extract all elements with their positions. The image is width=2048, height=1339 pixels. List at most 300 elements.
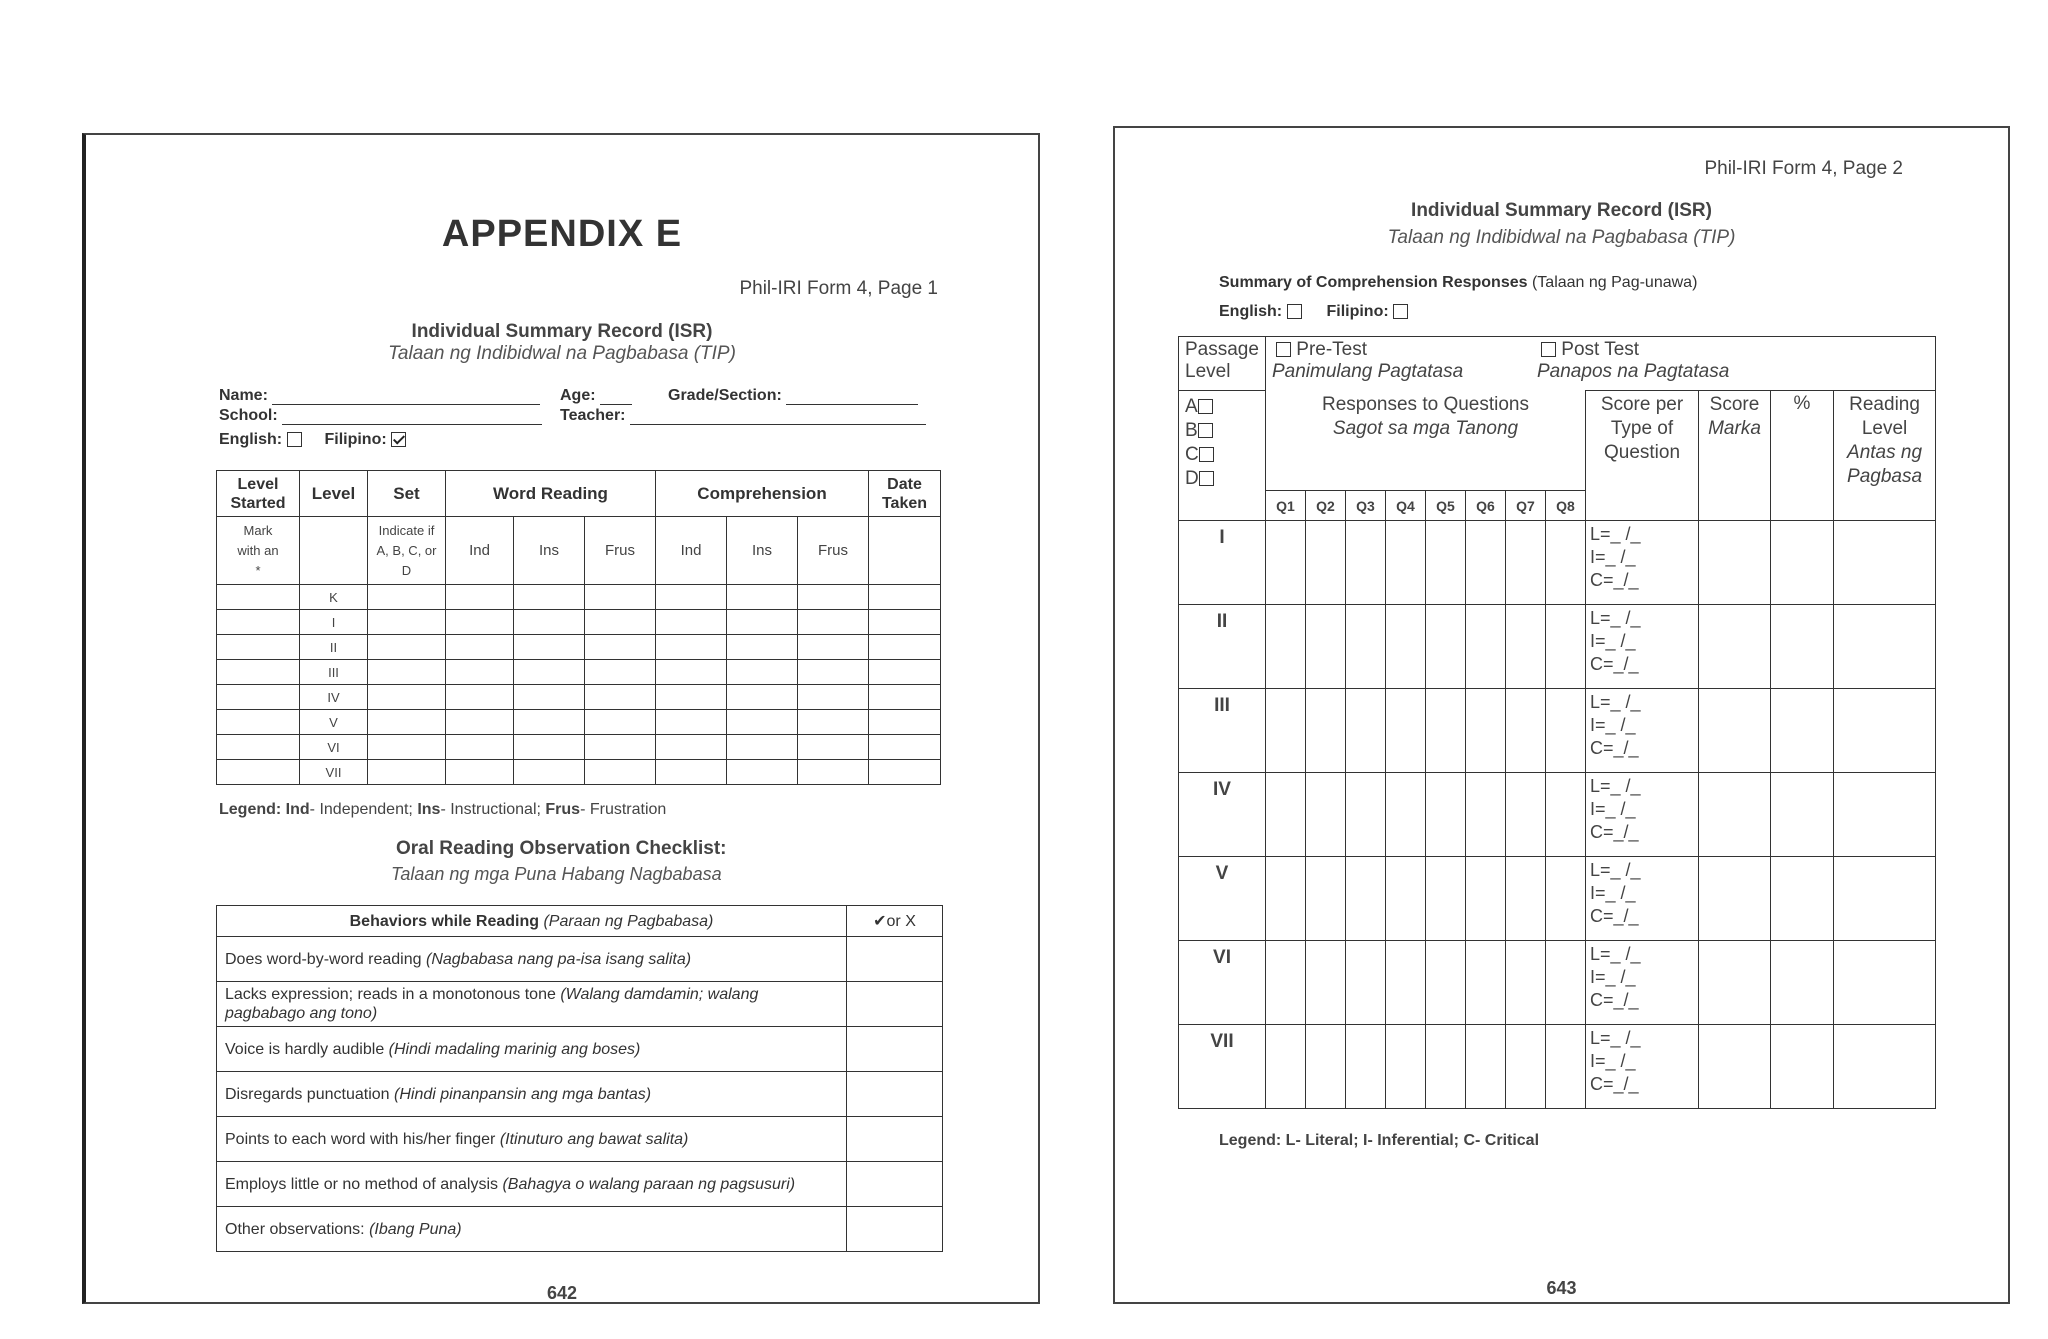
response-cell[interactable] xyxy=(1266,773,1306,857)
checklist-subtitle: Talaan ng mga Puna Habang Nagbabasa xyxy=(391,864,722,884)
score-per-type-cell[interactable] xyxy=(1586,1025,1699,1109)
response-cell[interactable] xyxy=(1386,689,1426,773)
entry-cell[interactable] xyxy=(727,760,798,785)
behavior-mark-cell[interactable] xyxy=(847,937,943,982)
entry-cell[interactable] xyxy=(656,660,727,685)
response-cell[interactable] xyxy=(1346,773,1386,857)
response-cell[interactable] xyxy=(1426,1025,1466,1109)
entry-cell[interactable] xyxy=(217,735,300,760)
score-line: L=_ /_ xyxy=(1590,944,1641,964)
reading-level-cell[interactable] xyxy=(1834,689,1936,773)
subheader-indicate: Indicate if A, B, C, or D xyxy=(368,517,446,585)
question-header: Q5 xyxy=(1426,491,1466,521)
entry-cell[interactable] xyxy=(514,610,585,635)
entry-cell[interactable] xyxy=(656,685,727,710)
score-line: L=_ /_ xyxy=(1590,776,1641,796)
response-cell[interactable] xyxy=(1506,605,1546,689)
behavior-row xyxy=(217,1027,943,1072)
set-label: B xyxy=(1185,420,1198,441)
level-row xyxy=(217,585,941,610)
response-cell[interactable] xyxy=(1466,1025,1506,1109)
level-cell: II xyxy=(300,635,368,660)
behavior-mark-cell[interactable] xyxy=(847,1207,943,1252)
percent-header: % xyxy=(1771,391,1834,521)
entry-cell[interactable] xyxy=(727,685,798,710)
behavior-tl: (Nagbabasa nang pa-isa isang salita) xyxy=(425,950,692,968)
behavior-text xyxy=(217,1072,847,1117)
entry-cell[interactable] xyxy=(368,585,446,610)
score-cell[interactable] xyxy=(1699,857,1771,941)
entry-cell[interactable] xyxy=(727,735,798,760)
set-option[interactable] xyxy=(1185,467,1259,491)
level-cell: I xyxy=(300,610,368,635)
response-cell[interactable] xyxy=(1306,605,1346,689)
score-line: L=_ /_ xyxy=(1590,692,1641,712)
entry-cell[interactable] xyxy=(368,610,446,635)
passage-level-cell: III xyxy=(1179,689,1266,773)
response-cell[interactable] xyxy=(1266,857,1306,941)
name-line[interactable] xyxy=(272,404,540,405)
legend-ind-text: - Independent; xyxy=(309,801,413,818)
behavior-tl: (Bahagya o walang paraan ng pagsusuri) xyxy=(502,1175,796,1193)
response-cell[interactable] xyxy=(1386,521,1426,605)
question-header: Q1 xyxy=(1266,491,1306,521)
entry-cell[interactable] xyxy=(514,660,585,685)
score-per-type-cell[interactable] xyxy=(1586,521,1699,605)
question-header: Q3 xyxy=(1346,491,1386,521)
behavior-tl: (Walang damdamin; walang pagbabago ang tono) xyxy=(225,986,759,1022)
pre-test-tl: Panimulang Pagtatasa xyxy=(1272,361,1464,382)
response-cell[interactable] xyxy=(1466,941,1506,1025)
entry-cell[interactable] xyxy=(368,635,446,660)
set-option[interactable] xyxy=(1185,419,1259,443)
school-line[interactable] xyxy=(282,424,542,425)
response-cell[interactable] xyxy=(1306,773,1346,857)
behavior-mark-cell[interactable] xyxy=(847,1162,943,1207)
passage-row xyxy=(1179,689,1936,773)
response-cell[interactable] xyxy=(1346,857,1386,941)
response-cell[interactable] xyxy=(1266,521,1306,605)
behavior-text xyxy=(217,982,847,1027)
english-checkbox-2[interactable] xyxy=(1287,304,1302,319)
percent-cell[interactable] xyxy=(1771,521,1834,605)
test-type-header xyxy=(1266,337,1936,391)
level-cell: III xyxy=(300,660,368,685)
legend-frus: Frus xyxy=(545,801,581,818)
behaviors-header-label: Behaviors while Reading xyxy=(349,912,540,930)
entry-cell[interactable] xyxy=(585,660,656,685)
entry-cell[interactable] xyxy=(798,685,869,710)
name-label: Name: xyxy=(219,387,268,404)
age-line[interactable] xyxy=(600,404,632,405)
behavior-mark-cell[interactable] xyxy=(847,1072,943,1117)
response-cell[interactable] xyxy=(1386,1025,1426,1109)
set-option[interactable] xyxy=(1185,443,1259,467)
percent-cell[interactable] xyxy=(1771,605,1834,689)
entry-cell[interactable] xyxy=(656,585,727,610)
set-label: D xyxy=(1185,468,1199,489)
set-checkbox[interactable] xyxy=(1198,423,1213,438)
summary-label-en: Summary of Comprehension Responses xyxy=(1219,274,1528,291)
entry-cell[interactable] xyxy=(656,710,727,735)
entry-cell[interactable] xyxy=(446,610,514,635)
age-field[interactable] xyxy=(560,387,632,405)
filipino-checkbox-2[interactable] xyxy=(1393,304,1408,319)
passage-level-cell: V xyxy=(1179,857,1266,941)
set-option[interactable] xyxy=(1185,395,1259,419)
percent-cell[interactable] xyxy=(1771,1025,1834,1109)
score-tl: Marka xyxy=(1708,418,1761,439)
entry-cell[interactable] xyxy=(656,760,727,785)
entry-cell[interactable] xyxy=(217,710,300,735)
entry-cell[interactable] xyxy=(514,710,585,735)
page-number-642: 642 xyxy=(546,1283,578,1303)
entry-cell[interactable] xyxy=(798,585,869,610)
response-cell[interactable] xyxy=(1346,521,1386,605)
behavior-en: Employs little or no method of analysis xyxy=(225,1175,499,1193)
response-cell[interactable] xyxy=(1426,605,1466,689)
entry-cell[interactable] xyxy=(798,710,869,735)
entry-cell[interactable] xyxy=(446,635,514,660)
reading-level-cell[interactable] xyxy=(1834,605,1936,689)
reading-level-cell[interactable] xyxy=(1834,857,1936,941)
passage-level-cell: II xyxy=(1179,605,1266,689)
behavior-text xyxy=(217,1162,847,1207)
legend-page-2: Legend: L- Literal; I- Inferential; C- Critical xyxy=(1219,1132,1540,1149)
entry-cell[interactable] xyxy=(446,735,514,760)
teacher-field[interactable] xyxy=(560,407,926,425)
post-test-label: Post Test xyxy=(1561,339,1640,360)
behavior-text xyxy=(217,1117,847,1162)
score-cell[interactable] xyxy=(1699,521,1771,605)
grade-section-field[interactable] xyxy=(668,387,918,405)
subheader-mark: Mark with an * xyxy=(217,517,300,585)
set-checkbox[interactable] xyxy=(1198,399,1213,414)
behavior-row xyxy=(217,1117,943,1162)
score-line: I=_ /_ xyxy=(1590,967,1636,987)
subheader-comp-ind: Ind xyxy=(656,517,727,585)
checklist-title: Oral Reading Observation Checklist: xyxy=(396,838,727,859)
response-cell[interactable] xyxy=(1426,941,1466,1025)
entry-cell[interactable] xyxy=(798,760,869,785)
question-header: Q7 xyxy=(1506,491,1546,521)
percent-cell[interactable] xyxy=(1771,773,1834,857)
entry-cell[interactable] xyxy=(798,735,869,760)
score-per-type-cell[interactable] xyxy=(1586,857,1699,941)
entry-cell[interactable] xyxy=(585,710,656,735)
entry-cell[interactable] xyxy=(585,685,656,710)
percent-cell[interactable] xyxy=(1771,857,1834,941)
behavior-row xyxy=(217,982,943,1027)
entry-cell[interactable] xyxy=(368,685,446,710)
entry-cell[interactable] xyxy=(656,735,727,760)
grade-section-line[interactable] xyxy=(786,404,918,405)
form-subtitle-2: Talaan ng Indibidwal na Pagbabasa (TIP) xyxy=(1387,227,1736,248)
response-cell[interactable] xyxy=(1546,941,1586,1025)
form-title-2: Individual Summary Record (ISR) xyxy=(1411,200,1712,221)
behavior-row xyxy=(217,1162,943,1207)
response-cell[interactable] xyxy=(1546,1025,1586,1109)
response-cell[interactable] xyxy=(1426,521,1466,605)
entry-cell[interactable] xyxy=(869,735,941,760)
age-label: Age: xyxy=(560,387,596,404)
legend-page-1 xyxy=(219,801,666,819)
response-cell[interactable] xyxy=(1266,1025,1306,1109)
percent-cell[interactable] xyxy=(1771,941,1834,1025)
entry-cell[interactable] xyxy=(514,760,585,785)
score-per-type-cell[interactable] xyxy=(1586,689,1699,773)
level-table xyxy=(216,470,941,785)
header-date-taken: Date Taken xyxy=(869,471,941,517)
entry-cell[interactable] xyxy=(446,685,514,710)
response-cell[interactable] xyxy=(1306,1025,1346,1109)
level-row xyxy=(217,635,941,660)
level-cell: IV xyxy=(300,685,368,710)
filipino-checkbox[interactable] xyxy=(391,432,406,447)
entry-cell[interactable] xyxy=(585,735,656,760)
entry-cell[interactable] xyxy=(217,760,300,785)
behavior-en: Other observations: xyxy=(225,1220,365,1238)
reading-level-cell[interactable] xyxy=(1834,773,1936,857)
entry-cell[interactable] xyxy=(727,635,798,660)
subheader-comp-ins: Ins xyxy=(727,517,798,585)
level-cell: V xyxy=(300,710,368,735)
school-field[interactable] xyxy=(219,407,542,425)
reading-level-header xyxy=(1834,391,1936,521)
teacher-line[interactable] xyxy=(630,424,926,425)
response-cell[interactable] xyxy=(1466,605,1506,689)
score-line: C=_/_ xyxy=(1590,990,1639,1010)
score-line: I=_ /_ xyxy=(1590,547,1636,567)
response-cell[interactable] xyxy=(1506,941,1546,1025)
response-cell[interactable] xyxy=(1386,773,1426,857)
score-line: C=_/_ xyxy=(1590,654,1639,674)
entry-cell[interactable] xyxy=(585,635,656,660)
response-cell[interactable] xyxy=(1506,689,1546,773)
entry-cell[interactable] xyxy=(727,710,798,735)
response-cell[interactable] xyxy=(1306,689,1346,773)
entry-cell[interactable] xyxy=(869,610,941,635)
level-row xyxy=(217,710,941,735)
response-cell[interactable] xyxy=(1466,857,1506,941)
entry-cell[interactable] xyxy=(217,610,300,635)
entry-cell[interactable] xyxy=(869,760,941,785)
reading-level-cell[interactable] xyxy=(1834,1025,1936,1109)
pre-test-option[interactable] xyxy=(1272,339,1464,383)
response-cell[interactable] xyxy=(1426,773,1466,857)
score-line: L=_ /_ xyxy=(1590,524,1641,544)
level-row xyxy=(217,760,941,785)
response-cell[interactable] xyxy=(1266,941,1306,1025)
question-header: Q2 xyxy=(1306,491,1346,521)
entry-cell[interactable] xyxy=(217,660,300,685)
behavior-tl: (Itinuturo ang bawat salita) xyxy=(499,1130,689,1148)
entry-cell[interactable] xyxy=(585,610,656,635)
entry-cell[interactable] xyxy=(798,635,869,660)
entry-cell[interactable] xyxy=(656,635,727,660)
reading-level-cell[interactable] xyxy=(1834,941,1936,1025)
score-cell[interactable] xyxy=(1699,605,1771,689)
entry-cell[interactable] xyxy=(585,585,656,610)
response-cell[interactable] xyxy=(1546,521,1586,605)
response-cell[interactable] xyxy=(1266,689,1306,773)
subheader-level-empty xyxy=(300,517,368,585)
form-label-2: Phil-IRI Form 4, Page 2 xyxy=(1704,158,1903,179)
set-checkbox[interactable] xyxy=(1199,471,1214,486)
response-cell[interactable] xyxy=(1506,521,1546,605)
response-cell[interactable] xyxy=(1506,857,1546,941)
question-header: Q8 xyxy=(1546,491,1586,521)
entry-cell[interactable] xyxy=(798,660,869,685)
behaviors-header xyxy=(217,906,847,937)
entry-cell[interactable] xyxy=(514,735,585,760)
responses-label: Responses to Questions xyxy=(1321,393,1529,415)
response-cell[interactable] xyxy=(1346,941,1386,1025)
reading-level-tl: Antas ng Pagbasa xyxy=(1847,442,1923,487)
post-test-checkbox[interactable] xyxy=(1541,342,1556,357)
level-cell: VI xyxy=(300,735,368,760)
header-word-reading: Word Reading xyxy=(446,471,656,517)
school-label: School: xyxy=(219,407,278,424)
response-cell[interactable] xyxy=(1386,941,1426,1025)
entry-cell[interactable] xyxy=(798,610,869,635)
passage-row xyxy=(1179,605,1936,689)
level-cell: K xyxy=(300,585,368,610)
response-cell[interactable] xyxy=(1466,689,1506,773)
score-per-type-cell[interactable] xyxy=(1586,941,1699,1025)
behavior-en: Voice is hardly audible xyxy=(225,1040,385,1058)
behavior-row xyxy=(217,937,943,982)
entry-cell[interactable] xyxy=(869,710,941,735)
entry-cell[interactable] xyxy=(368,760,446,785)
response-cell[interactable] xyxy=(1386,857,1426,941)
response-cell[interactable] xyxy=(1466,521,1506,605)
behavior-mark-cell[interactable] xyxy=(847,1027,943,1072)
score-per-type-header: Score per Type of Question xyxy=(1586,391,1699,521)
passage-level-cell: VII xyxy=(1179,1025,1266,1109)
passage-row xyxy=(1179,857,1936,941)
response-cell[interactable] xyxy=(1306,941,1346,1025)
percent-cell[interactable] xyxy=(1771,689,1834,773)
response-cell[interactable] xyxy=(1426,857,1466,941)
passage-level-header: Passage Level xyxy=(1179,337,1266,391)
response-cell[interactable] xyxy=(1546,605,1586,689)
legend-ins: Ins xyxy=(417,801,441,818)
grade-section-label: Grade/Section: xyxy=(668,387,782,404)
pre-test-checkbox[interactable] xyxy=(1276,342,1291,357)
score-line: C=_/_ xyxy=(1590,906,1639,926)
entry-cell[interactable] xyxy=(217,685,300,710)
passage-row xyxy=(1179,941,1936,1025)
subheader-word-ind: Ind xyxy=(446,517,514,585)
legend-ind: Ind xyxy=(285,801,310,818)
entry-cell[interactable] xyxy=(585,760,656,785)
set-options xyxy=(1179,391,1266,521)
response-cell[interactable] xyxy=(1546,773,1586,857)
entry-cell[interactable] xyxy=(727,610,798,635)
response-cell[interactable] xyxy=(1346,689,1386,773)
response-cell[interactable] xyxy=(1426,689,1466,773)
name-field[interactable] xyxy=(219,387,540,405)
score-header xyxy=(1699,391,1771,521)
entry-cell[interactable] xyxy=(368,735,446,760)
behavior-text xyxy=(217,1027,847,1072)
score-label: Score xyxy=(1709,394,1760,415)
response-cell[interactable] xyxy=(1506,773,1546,857)
score-cell[interactable] xyxy=(1699,773,1771,857)
entry-cell[interactable] xyxy=(656,610,727,635)
entry-cell[interactable] xyxy=(446,760,514,785)
english-checkbox[interactable] xyxy=(287,432,302,447)
comprehension-table xyxy=(1178,336,1936,1109)
response-cell[interactable] xyxy=(1266,605,1306,689)
score-line: C=_/_ xyxy=(1590,570,1639,590)
entry-cell[interactable] xyxy=(869,660,941,685)
entry-cell[interactable] xyxy=(869,585,941,610)
entry-cell[interactable] xyxy=(368,660,446,685)
score-line: C=_/_ xyxy=(1590,738,1639,758)
entry-cell[interactable] xyxy=(727,660,798,685)
response-cell[interactable] xyxy=(1306,857,1346,941)
score-cell[interactable] xyxy=(1699,1025,1771,1109)
reading-level-cell[interactable] xyxy=(1834,521,1936,605)
subheader-word-frus: Frus xyxy=(585,517,656,585)
entry-cell[interactable] xyxy=(514,585,585,610)
question-header: Q6 xyxy=(1466,491,1506,521)
mark-header: ✔or X xyxy=(847,906,943,937)
set-checkbox[interactable] xyxy=(1199,447,1214,462)
entry-cell[interactable] xyxy=(446,710,514,735)
post-test-option[interactable] xyxy=(1537,339,1730,383)
score-per-type-cell[interactable] xyxy=(1586,605,1699,689)
entry-cell[interactable] xyxy=(217,585,300,610)
entry-cell[interactable] xyxy=(727,585,798,610)
score-per-type-cell[interactable] xyxy=(1586,773,1699,857)
teacher-label: Teacher: xyxy=(560,407,626,424)
score-cell[interactable] xyxy=(1699,689,1771,773)
response-cell[interactable] xyxy=(1306,521,1346,605)
entry-cell[interactable] xyxy=(446,660,514,685)
entry-cell[interactable] xyxy=(217,635,300,660)
english-label: English: xyxy=(219,431,283,448)
score-line: I=_ /_ xyxy=(1590,1051,1636,1071)
behavior-en: Lacks expression; reads in a monotonous tone xyxy=(225,986,556,1003)
behavior-mark-cell[interactable] xyxy=(847,982,943,1027)
response-cell[interactable] xyxy=(1546,857,1586,941)
entry-cell[interactable] xyxy=(446,585,514,610)
response-cell[interactable] xyxy=(1346,605,1386,689)
behavior-mark-cell[interactable] xyxy=(847,1117,943,1162)
entry-cell[interactable] xyxy=(368,710,446,735)
responses-header xyxy=(1266,391,1586,491)
entry-cell[interactable] xyxy=(514,685,585,710)
responses-tl: Sagot sa mga Tanong xyxy=(1332,417,1519,439)
score-cell[interactable] xyxy=(1699,941,1771,1025)
response-cell[interactable] xyxy=(1546,689,1586,773)
response-cell[interactable] xyxy=(1386,605,1426,689)
form-title: Individual Summary Record (ISR) xyxy=(411,321,713,342)
entry-cell[interactable] xyxy=(869,685,941,710)
response-cell[interactable] xyxy=(1466,773,1506,857)
summary-label xyxy=(1219,274,1697,292)
behavior-tl: (Ibang Puna) xyxy=(369,1220,462,1238)
response-cell[interactable] xyxy=(1346,1025,1386,1109)
response-cell[interactable] xyxy=(1506,1025,1546,1109)
entry-cell[interactable] xyxy=(514,635,585,660)
score-line: L=_ /_ xyxy=(1590,1028,1641,1048)
entry-cell[interactable] xyxy=(869,635,941,660)
form-page-1 xyxy=(82,133,1040,1304)
